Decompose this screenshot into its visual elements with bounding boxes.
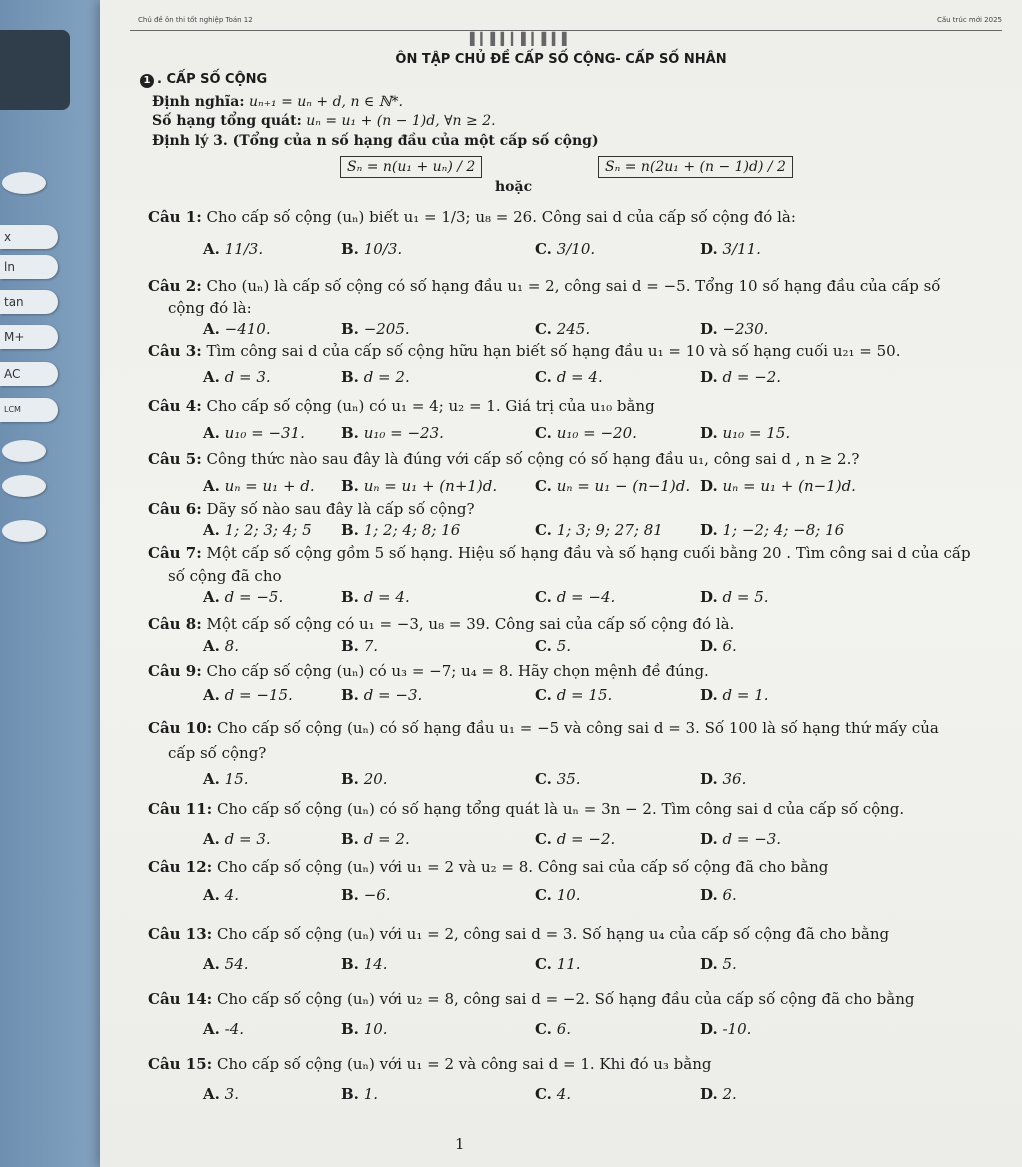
- option-value: 3.: [224, 1085, 239, 1103]
- header-rule: [130, 30, 1002, 31]
- or-text: hoặc: [495, 179, 533, 195]
- answer-option-c[interactable]: [535, 424, 637, 442]
- question-label: Câu 5:: [148, 450, 202, 468]
- option-value: 36.: [722, 770, 747, 788]
- option-value: d = −3.: [363, 686, 423, 704]
- option-letter: B.: [341, 424, 359, 442]
- option-letter: A.: [203, 886, 220, 904]
- answer-option-c[interactable]: [535, 886, 581, 904]
- question-label: Câu 4:: [148, 397, 202, 415]
- option-value: d = 3.: [224, 368, 271, 386]
- option-letter: A.: [203, 830, 220, 848]
- question-text-continued: số cộng đã cho: [168, 567, 282, 585]
- answer-option-a[interactable]: [203, 686, 293, 704]
- option-letter: C.: [535, 521, 552, 539]
- question-label: Câu 6:: [148, 500, 202, 518]
- question-label: Câu 11:: [148, 800, 213, 818]
- option-value: 14.: [363, 955, 388, 973]
- question-label: Câu 3:: [148, 342, 202, 360]
- option-value: 10.: [363, 1020, 388, 1038]
- option-value: d = 2.: [363, 368, 410, 386]
- section-number: 1: [140, 74, 154, 88]
- option-letter: B.: [341, 830, 359, 848]
- calculator-key-ln: ln: [0, 255, 58, 279]
- answer-option-a[interactable]: [203, 886, 239, 904]
- answer-option-b[interactable]: [341, 521, 460, 539]
- calculator-key-ac: AC: [0, 362, 58, 386]
- option-value: 11.: [556, 955, 581, 973]
- question-label: Câu 12:: [148, 858, 213, 876]
- question-text: Tìm công sai d của cấp số cộng hữu hạn biết số hạng đầu u₁ = 10 và số hạng cuối u₂₁ = 50.: [206, 342, 901, 360]
- answer-option-d[interactable]: [700, 368, 781, 386]
- option-value: 10/3.: [363, 240, 403, 258]
- question-text: Một cấp số cộng gồm 5 số hạng. Hiệu số hạng đầu và số hạng cuối bằng 20 . Tìm công sai d của cấp: [206, 544, 971, 562]
- option-letter: D.: [700, 368, 718, 386]
- option-value: d = 1.: [722, 686, 769, 704]
- answer-option-c[interactable]: [535, 588, 615, 606]
- question-text: Dãy số nào sau đây là cấp số cộng?: [206, 500, 475, 518]
- answer-option-b[interactable]: [341, 955, 388, 973]
- question-1: [148, 208, 796, 226]
- option-value: −230.: [722, 320, 769, 338]
- question-13: [148, 925, 889, 943]
- answer-option-c[interactable]: [535, 770, 581, 788]
- answer-option-d[interactable]: [700, 955, 737, 973]
- answer-option-d[interactable]: [700, 1085, 737, 1103]
- question-label: Câu 9:: [148, 662, 202, 680]
- question-label: Câu 14:: [148, 990, 213, 1008]
- question-text-continued: cộng đó là:: [168, 299, 252, 317]
- option-letter: A.: [203, 1020, 220, 1038]
- option-value: 3/10.: [556, 240, 596, 258]
- answer-option-a[interactable]: [203, 320, 271, 338]
- option-letter: B.: [341, 320, 359, 338]
- answer-option-d[interactable]: [700, 521, 844, 539]
- option-letter: D.: [700, 830, 718, 848]
- question-text-continued: cấp số cộng?: [168, 744, 267, 762]
- calculator-key-tan: tan: [0, 290, 58, 314]
- question-text: Cho cấp số cộng (uₙ) với u₁ = 2, công sai d = 3. Số hạng u₄ của cấp số cộng đã cho bằng: [216, 925, 890, 943]
- question-text: Cho cấp số cộng (uₙ) có số hạng đầu u₁ = −5 và công sai d = 3. Số 100 là số hạng thứ mấy của: [216, 719, 939, 737]
- option-value: 1; 2; 3; 4; 5: [224, 521, 312, 539]
- answer-option-a[interactable]: [203, 770, 249, 788]
- option-value: 3/11.: [722, 240, 761, 258]
- option-letter: C.: [535, 830, 552, 848]
- question-11: [148, 800, 904, 818]
- option-letter: B.: [341, 686, 359, 704]
- answer-option-a[interactable]: [203, 955, 249, 973]
- option-value: d = 15.: [556, 686, 613, 704]
- question-15: [148, 1055, 712, 1073]
- option-value: 1; −2; 4; −8; 16: [722, 521, 845, 539]
- question-text: Cho cấp số cộng (uₙ) có u₃ = −7; u₄ = 8. Hãy chọn mệnh đề đúng.: [206, 662, 709, 680]
- theorem-line: Định lý 3. (Tổng của n số hạng đầu của một cấp số cộng): [152, 133, 599, 149]
- option-letter: B.: [341, 886, 359, 904]
- question-label: Câu 2:: [148, 277, 202, 295]
- page-title: ÔN TẬP CHỦ ĐỀ CẤP SỐ CỘNG- CẤP SỐ NHÂN: [395, 52, 727, 67]
- answer-option-a[interactable]: [203, 240, 263, 258]
- option-value: u₁₀ = −31.: [224, 424, 305, 442]
- option-letter: C.: [535, 368, 552, 386]
- option-value: 4.: [224, 886, 239, 904]
- option-letter: B.: [341, 521, 359, 539]
- question-label: Câu 8:: [148, 615, 202, 633]
- question-text: Cho cấp số cộng (uₙ) có u₁ = 4; u₂ = 1. Giá trị của u₁₀ bằng: [206, 397, 655, 415]
- option-value: 8.: [224, 637, 239, 655]
- question-label: Câu 7:: [148, 544, 202, 562]
- answer-option-b[interactable]: [341, 320, 410, 338]
- question-text: Một cấp số cộng có u₁ = −3, u₈ = 39. Công sai của cấp số cộng đó là.: [206, 615, 735, 633]
- option-value: d = 3.: [224, 830, 271, 848]
- answer-option-a[interactable]: [203, 588, 283, 606]
- option-letter: D.: [700, 477, 718, 495]
- answer-option-c[interactable]: [535, 1085, 571, 1103]
- option-value: −6.: [363, 886, 391, 904]
- option-letter: D.: [700, 240, 718, 258]
- logo-icon: ▌▎▌▍▎▌▎▌▍▌: [470, 32, 573, 46]
- sum-formula-2: Sₙ = n(2u₁ + (n − 1)d) / 2: [598, 156, 793, 178]
- option-value: 1.: [363, 1085, 378, 1103]
- option-letter: D.: [700, 770, 718, 788]
- answer-option-d[interactable]: [700, 886, 737, 904]
- question-5: [148, 450, 859, 468]
- answer-option-a[interactable]: [203, 521, 312, 539]
- option-letter: A.: [203, 1085, 220, 1103]
- option-letter: A.: [203, 588, 220, 606]
- answer-option-d[interactable]: [700, 770, 746, 788]
- option-value: 10.: [556, 886, 581, 904]
- option-value: uₙ = u₁ − (n−1)d.: [556, 477, 691, 495]
- option-value: 2.: [722, 1085, 737, 1103]
- option-value: 5.: [722, 955, 737, 973]
- answer-option-d[interactable]: [700, 477, 856, 495]
- answer-option-d[interactable]: [700, 588, 769, 606]
- answer-option-b[interactable]: [341, 368, 410, 386]
- option-value: d = −15.: [224, 686, 293, 704]
- option-value: 20.: [363, 770, 388, 788]
- calculator-key-mplus: M+: [0, 325, 58, 349]
- question-text: Cho cấp số cộng (uₙ) biết u₁ = 1/3; u₈ = 26. Công sai d của cấp số cộng đó là:: [206, 208, 796, 226]
- answer-option-c[interactable]: [535, 830, 615, 848]
- option-letter: D.: [700, 886, 718, 904]
- option-value: uₙ = u₁ + (n−1)d.: [722, 477, 856, 495]
- option-letter: C.: [535, 240, 552, 258]
- option-letter: B.: [341, 368, 359, 386]
- answer-option-b[interactable]: [341, 830, 410, 848]
- answer-option-a[interactable]: [203, 1020, 244, 1038]
- option-letter: A.: [203, 521, 220, 539]
- question-text: Cho cấp số cộng (uₙ) với u₁ = 2 và u₂ = 8. Công sai của cấp số cộng đã cho bằng: [216, 858, 829, 876]
- option-letter: B.: [341, 1085, 359, 1103]
- option-value: 245.: [556, 320, 591, 338]
- option-letter: B.: [341, 477, 359, 495]
- question-9: [148, 662, 709, 680]
- answer-option-b[interactable]: [341, 240, 402, 258]
- calculator-round-key: [2, 520, 46, 542]
- calculator-round-key: [2, 172, 46, 194]
- option-value: 7.: [363, 637, 378, 655]
- general-term-line: Số hạng tổng quát: uₙ = u₁ + (n − 1)d, ∀n ≥ 2.: [152, 113, 496, 129]
- section-heading: [140, 72, 267, 88]
- option-letter: B.: [341, 588, 359, 606]
- question-2: [148, 277, 940, 295]
- header-left: Chủ đề ôn thi tốt nghiệp Toán 12: [138, 16, 253, 24]
- answer-option-c[interactable]: [535, 1020, 571, 1038]
- option-value: -4.: [224, 1020, 245, 1038]
- option-letter: A.: [203, 637, 220, 655]
- question-label: Câu 13:: [148, 925, 213, 943]
- option-letter: B.: [341, 240, 359, 258]
- option-letter: D.: [700, 686, 718, 704]
- answer-option-c[interactable]: [535, 686, 612, 704]
- option-value: u₁₀ = 15.: [722, 424, 791, 442]
- option-letter: C.: [535, 1020, 552, 1038]
- answer-option-d[interactable]: [700, 637, 737, 655]
- question-label: Câu 1:: [148, 208, 202, 226]
- definition-line: Định nghĩa: uₙ₊₁ = uₙ + d, n ∈ ℕ*.: [152, 94, 403, 110]
- question-text: Công thức nào sau đây là đúng với cấp số cộng có số hạng đầu u₁, công sai d , n ≥ 2.?: [206, 450, 860, 468]
- answer-option-d[interactable]: [700, 320, 768, 338]
- calculator-screen: [0, 30, 70, 110]
- question-3: [148, 342, 900, 360]
- question-text: Cho cấp số cộng (uₙ) có số hạng tổng quát là uₙ = 3n − 2. Tìm công sai d của cấp số cộng.: [216, 800, 905, 818]
- option-value: d = 5.: [722, 588, 769, 606]
- option-value: d = 4.: [556, 368, 603, 386]
- option-value: d = 2.: [363, 830, 410, 848]
- option-letter: A.: [203, 770, 220, 788]
- answer-option-c[interactable]: [535, 955, 581, 973]
- option-value: 11/3.: [224, 240, 264, 258]
- option-letter: C.: [535, 588, 552, 606]
- sum-formula-1: Sₙ = n(u₁ + uₙ) / 2: [340, 156, 482, 178]
- question-text: Cho (uₙ) là cấp số cộng có số hạng đầu u₁ = 2, công sai d = −5. Tổng 10 số hạng đầu của cấp số: [206, 277, 941, 295]
- option-letter: A.: [203, 424, 220, 442]
- question-label: Câu 10:: [148, 719, 213, 737]
- option-value: u₁₀ = −23.: [363, 424, 444, 442]
- option-value: 1; 3; 9; 27; 81: [556, 521, 663, 539]
- answer-option-a[interactable]: [203, 424, 305, 442]
- question-7: [148, 544, 971, 562]
- calculator-round-key: [2, 440, 46, 462]
- option-letter: C.: [535, 424, 552, 442]
- answer-option-c[interactable]: [535, 637, 571, 655]
- option-letter: A.: [203, 368, 220, 386]
- option-letter: C.: [535, 686, 552, 704]
- option-letter: C.: [535, 886, 552, 904]
- question-8: [148, 615, 734, 633]
- option-value: d = −2.: [556, 830, 616, 848]
- option-value: d = −4.: [556, 588, 616, 606]
- page-number: 1: [455, 1135, 465, 1153]
- answer-option-b[interactable]: [341, 1085, 378, 1103]
- answer-option-b[interactable]: [341, 686, 422, 704]
- calculator-key-x: x: [0, 225, 58, 249]
- answer-option-c[interactable]: [535, 521, 663, 539]
- answer-option-a[interactable]: [203, 1085, 239, 1103]
- calculator-key-lcm: LCM: [0, 398, 58, 422]
- answer-option-d[interactable]: [700, 240, 761, 258]
- option-value: −205.: [363, 320, 410, 338]
- option-letter: D.: [700, 588, 718, 606]
- answer-option-c[interactable]: [535, 320, 590, 338]
- option-letter: C.: [535, 955, 552, 973]
- option-letter: D.: [700, 521, 718, 539]
- option-letter: A.: [203, 686, 220, 704]
- option-letter: B.: [341, 955, 359, 973]
- answer-option-b[interactable]: [341, 1020, 388, 1038]
- option-letter: A.: [203, 477, 220, 495]
- header-right: Cấu trúc mới 2025: [936, 16, 1002, 24]
- answer-option-d[interactable]: [700, 424, 790, 442]
- option-value: uₙ = u₁ + (n+1)d.: [363, 477, 498, 495]
- question-text: Cho cấp số cộng (uₙ) với u₂ = 8, công sai d = −2. Số hạng đầu của cấp số cộng đã cho bằng: [216, 990, 915, 1008]
- answer-option-b[interactable]: [341, 770, 388, 788]
- answer-option-a[interactable]: [203, 477, 315, 495]
- option-value: 35.: [556, 770, 581, 788]
- question-label: Câu 15:: [148, 1055, 213, 1073]
- question-12: [148, 858, 828, 876]
- option-letter: A.: [203, 240, 220, 258]
- question-text: Cho cấp số cộng (uₙ) với u₁ = 2 và công sai d = 1. Khi đó u₃ bằng: [216, 1055, 712, 1073]
- option-letter: B.: [341, 637, 359, 655]
- answer-option-b[interactable]: [341, 477, 497, 495]
- option-letter: D.: [700, 1085, 718, 1103]
- question-10: [148, 719, 939, 737]
- option-value: 6.: [722, 886, 737, 904]
- question-14: [148, 990, 914, 1008]
- option-value: 15.: [224, 770, 249, 788]
- question-4: [148, 397, 655, 415]
- option-letter: A.: [203, 320, 220, 338]
- option-value: uₙ = u₁ + d.: [224, 477, 315, 495]
- option-value: 4.: [556, 1085, 571, 1103]
- option-letter: D.: [700, 424, 718, 442]
- answer-option-b[interactable]: [341, 886, 391, 904]
- option-letter: D.: [700, 320, 718, 338]
- option-value: 6.: [556, 1020, 571, 1038]
- option-letter: D.: [700, 637, 718, 655]
- option-letter: C.: [535, 477, 552, 495]
- option-letter: C.: [535, 770, 552, 788]
- calculator-round-key: [2, 475, 46, 497]
- answer-option-d[interactable]: [700, 1020, 751, 1038]
- worksheet-page: [100, 0, 1022, 1167]
- option-letter: B.: [341, 770, 359, 788]
- option-letter: B.: [341, 1020, 359, 1038]
- answer-option-c[interactable]: [535, 240, 595, 258]
- option-letter: C.: [535, 1085, 552, 1103]
- answer-option-c[interactable]: [535, 368, 603, 386]
- answer-option-b[interactable]: [341, 424, 444, 442]
- answer-option-a[interactable]: [203, 368, 271, 386]
- option-letter: A.: [203, 955, 220, 973]
- option-value: 5.: [556, 637, 571, 655]
- answer-option-d[interactable]: [700, 686, 769, 704]
- option-letter: C.: [535, 637, 552, 655]
- answer-option-b[interactable]: [341, 588, 410, 606]
- answer-option-c[interactable]: [535, 477, 690, 495]
- question-6: [148, 500, 475, 518]
- option-value: u₁₀ = −20.: [556, 424, 637, 442]
- section-label: . CẤP SỐ CỘNG: [157, 72, 268, 87]
- option-letter: C.: [535, 320, 552, 338]
- option-value: d = 4.: [363, 588, 410, 606]
- option-value: d = −5.: [224, 588, 284, 606]
- answer-option-a[interactable]: [203, 830, 271, 848]
- option-value: d = −2.: [722, 368, 782, 386]
- option-value: d = −3.: [722, 830, 782, 848]
- option-value: 1; 2; 4; 8; 16: [363, 521, 461, 539]
- option-letter: D.: [700, 1020, 718, 1038]
- answer-option-b[interactable]: [341, 637, 378, 655]
- option-letter: D.: [700, 955, 718, 973]
- option-value: 54.: [224, 955, 249, 973]
- option-value: −410.: [224, 320, 271, 338]
- answer-option-d[interactable]: [700, 830, 781, 848]
- answer-option-a[interactable]: [203, 637, 239, 655]
- option-value: 6.: [722, 637, 737, 655]
- option-value: -10.: [722, 1020, 752, 1038]
